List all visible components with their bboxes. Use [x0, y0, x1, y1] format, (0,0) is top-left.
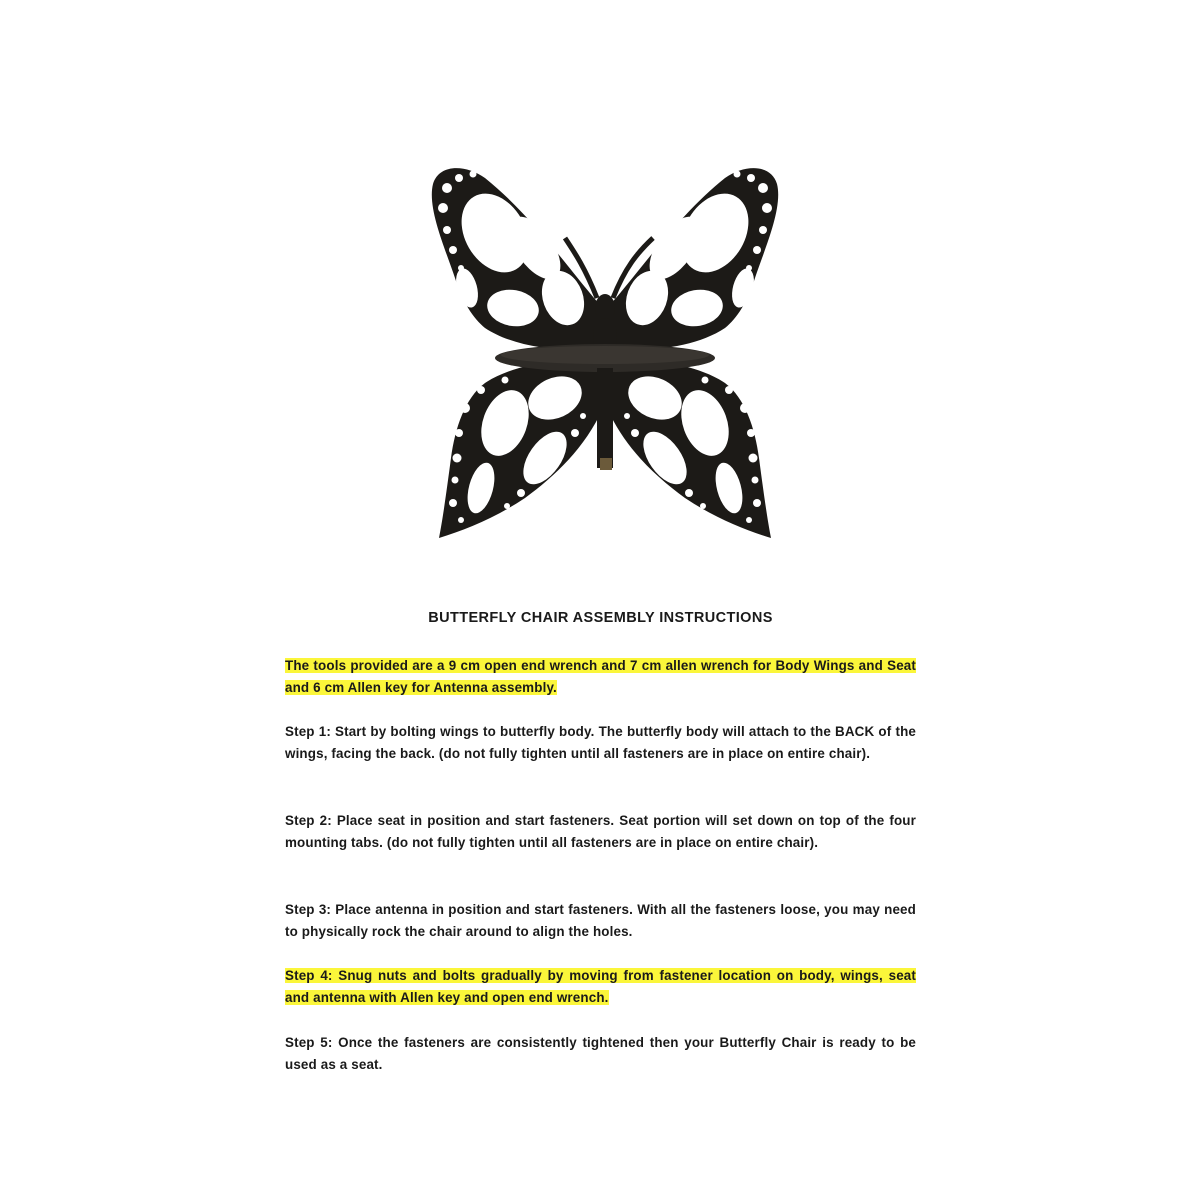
tools-text-highlighted: The tools provided are a 9 cm open end wrench and 7 cm allen wrench for Body Wings and Seat and 6 cm Allen key for Antenna assembly. [285, 658, 916, 695]
step-4-paragraph [285, 965, 916, 1009]
butterfly-chair-image [425, 158, 785, 548]
step-1-paragraph: Step 1: Start by bolting wings to butterfly body. The butterfly body will attach to the BACK of the wings, facing the back. (do not fully tighten until all fasteners are in place on entire chair). [285, 724, 916, 761]
step-3-paragraph: Step 3: Place antenna in position and start fasteners. With all the fasteners loose, you may need to physically rock the chair around to align the holes. [285, 902, 916, 939]
step-5-paragraph: Step 5: Once the fasteners are consistently tightened then your Butterfly Chair is ready to be used as a seat. [285, 1035, 916, 1072]
step-2-paragraph: Step 2: Place seat in position and start fasteners. Seat portion will set down on top of the four mounting tabs. (do not fully tighten until all fasteners are in place on entire chair). [285, 813, 916, 850]
step-4-text-highlighted: Step 4: Snug nuts and bolts gradually by moving from fastener location on body, wings, seat and antenna with Allen key and open end wrench. [285, 968, 916, 1005]
document-title: BUTTERFLY CHAIR ASSEMBLY INSTRUCTIONS [428, 610, 773, 626]
tools-paragraph [285, 655, 916, 699]
butterfly-chair-illustration [425, 158, 785, 548]
